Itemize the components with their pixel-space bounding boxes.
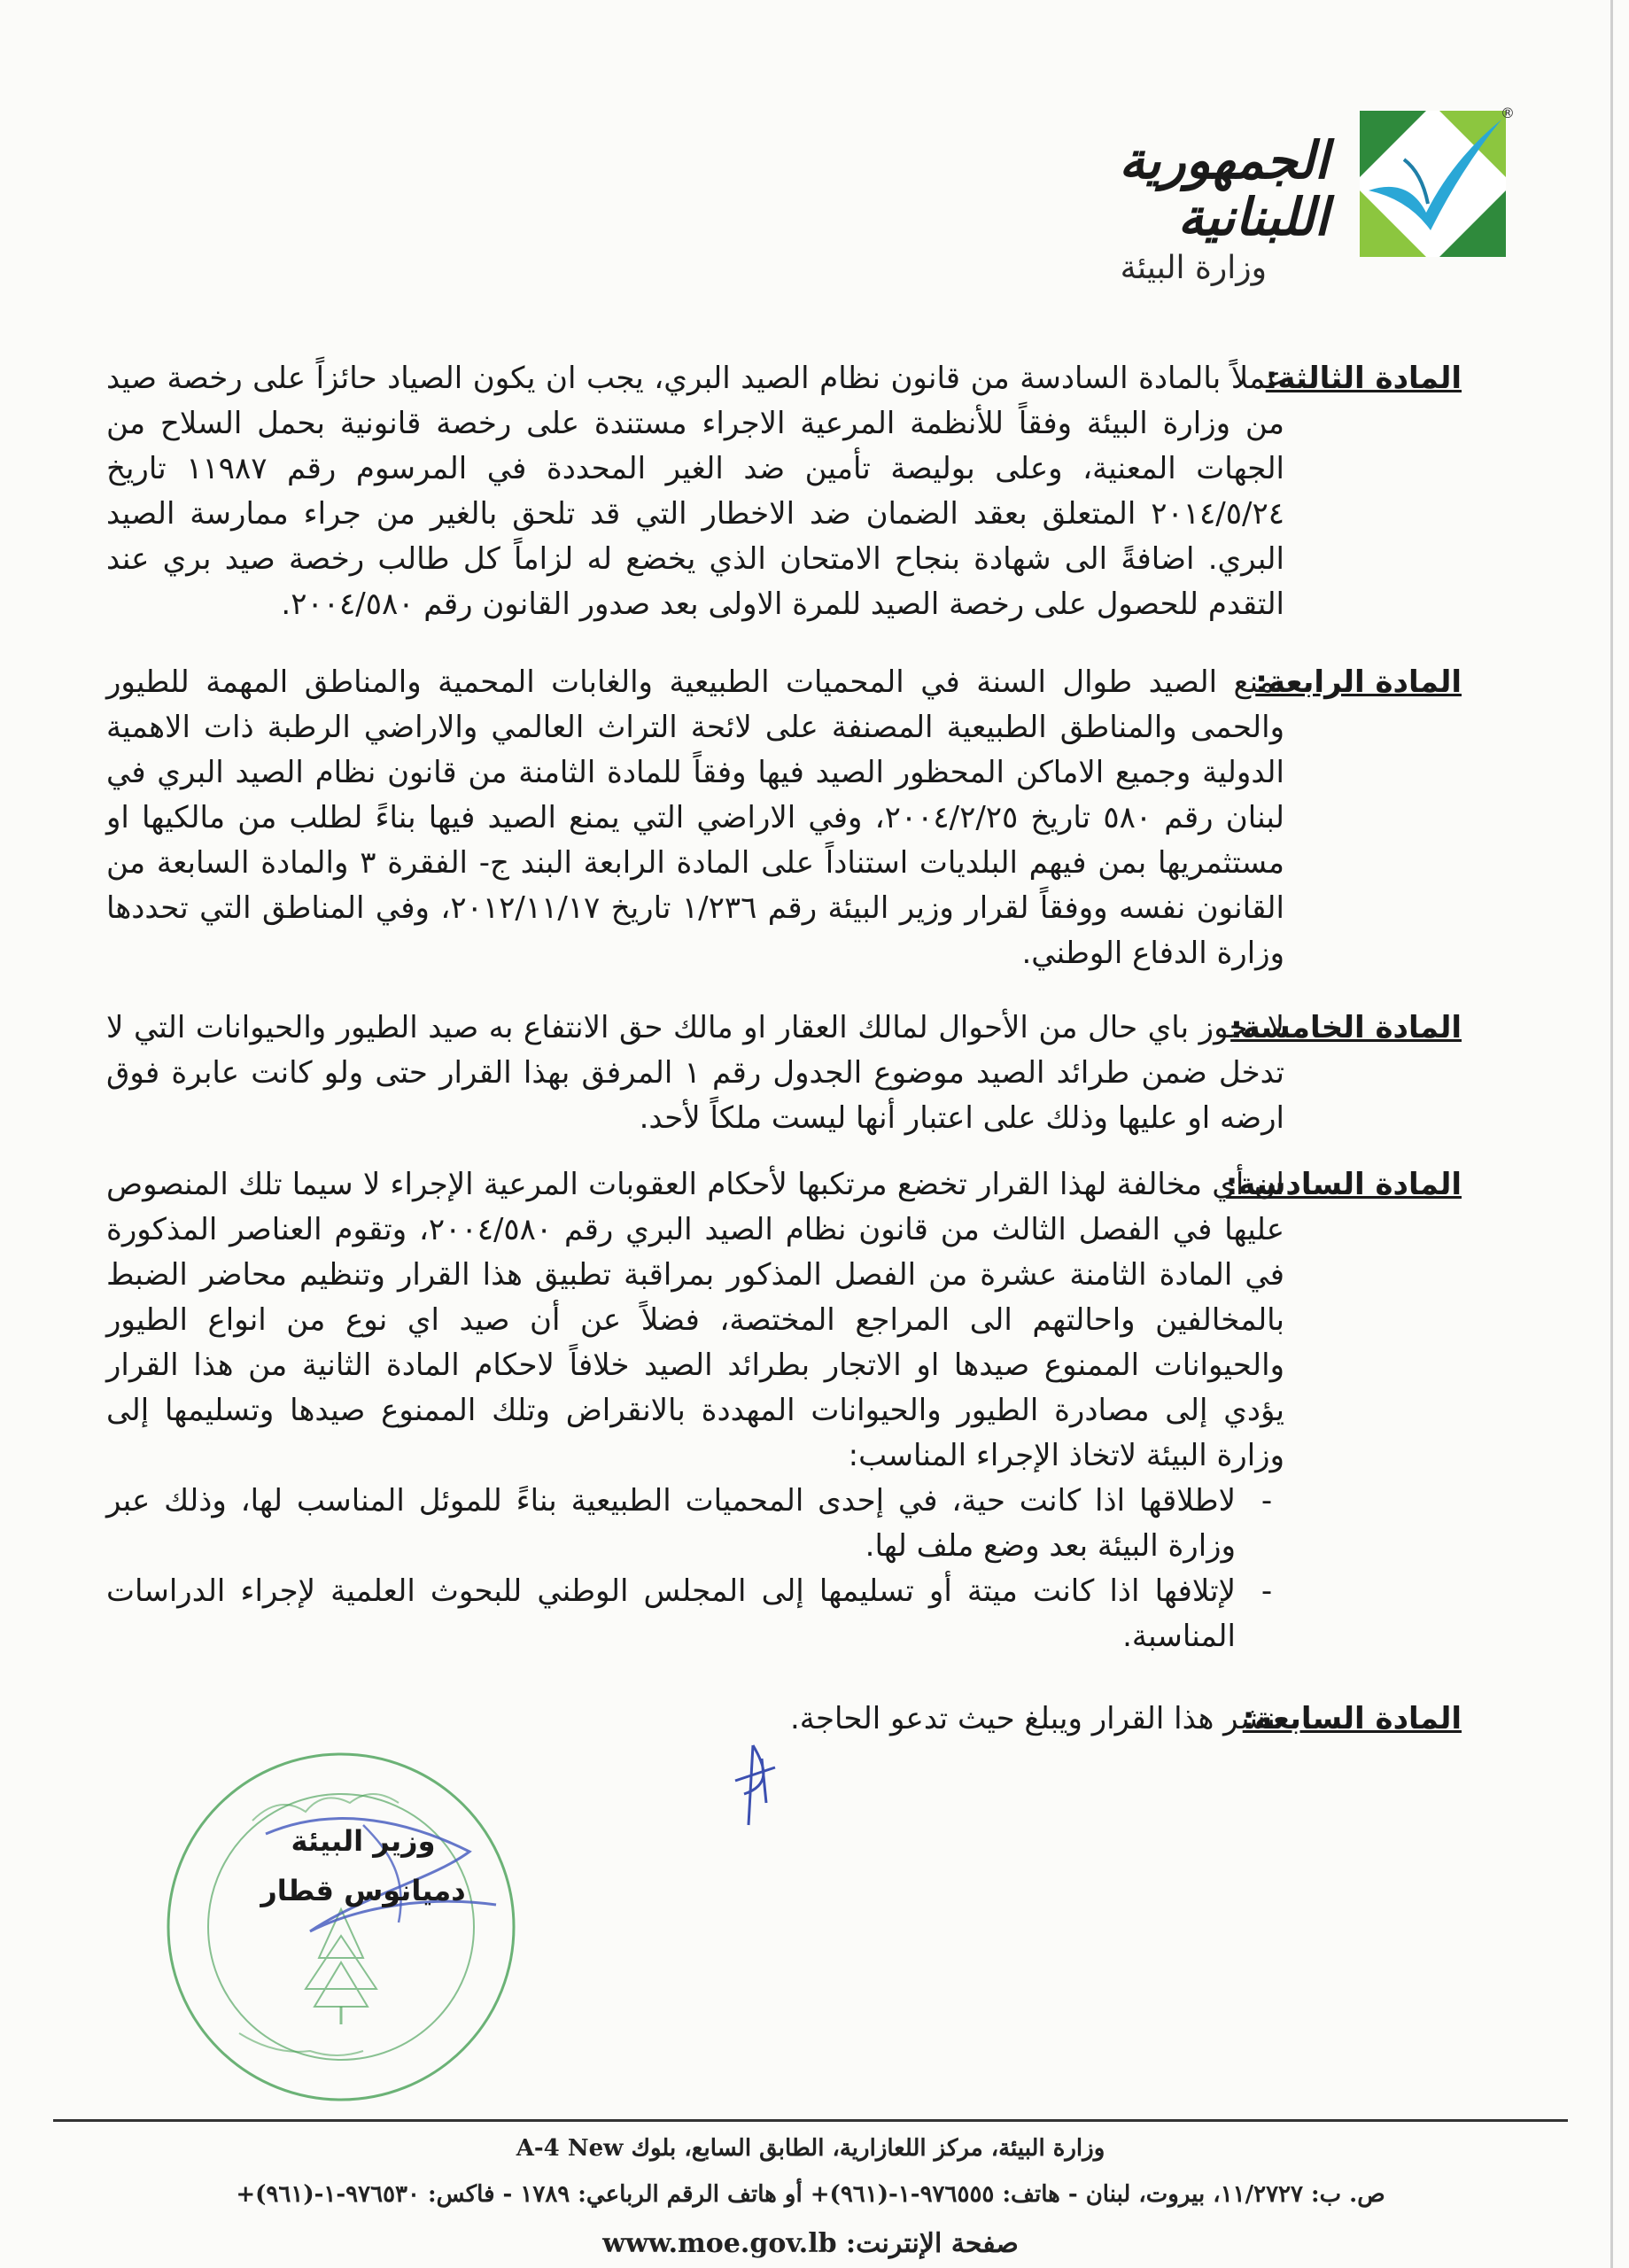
article-6-text: ان أي مخالفة لهذا القرار تخضع مرتكبها لأحكام العقوبات المرعية الإجراء لا سيما تلك المنصوص عليها في الفصل الثالث من قانون نظام الصيد البري رقم ٢٠٠٤/٥٨٠، وتقوم العناصر المذكورة في المادة الثامنة عشرة من الفصل المذكور بمراقبة تطبيق هذا القرار وتنظيم محاضر الضبط بالمخالفين واحالتهم الى المراجع المختصة، فضلاً عن أن صيد اي نوع من انواع الطيور والحيوانات الممنوع صيدها او الاتجار بطرائد الصيد خلافاً لاحكام المادة الثانية من هذا القرار يؤدي إلى مصادرة الطيور والحيوانات المهددة بالانقراض وتلك الممنوع صيدها وتسليمها إلى وزارة البيئة لاتخاذ الإجراء المناسب: (106, 1167, 1284, 1473)
initials-signature-icon (726, 1741, 780, 1838)
article-3 (106, 356, 1462, 627)
article-5 (106, 1006, 1462, 1141)
article-4-label: المادة الرابعة: (1255, 664, 1462, 700)
list-item (106, 1479, 1284, 1569)
article-5-text: لا يجوز باي حال من الأحوال لمالك العقار او مالك حق الانتفاع به صيد الطيور والحيوانات التي لا تدخل ضمن طرائد الصيد موضوع الجدول رقم ١ المرفق بهذا القرار حتى ولو كانت عابرة فوق ارضه او عليها وذلك على اعتبار أنها ليست ملكاً لأحد. (106, 1010, 1284, 1136)
bullet-text: لإتلافها اذا كانت ميتة أو تسليمها إلى المجلس الوطني للبحوث العلمية لإجراء الدراسات المناسبة. (106, 1573, 1236, 1654)
list-item (106, 1569, 1284, 1659)
footer-website-line (53, 2228, 1568, 2259)
article-6-bullets (106, 1479, 1284, 1659)
article-4-text: يمنع الصيد طوال السنة في المحميات الطبيعية والغابات المحمية والمناطق المهمة للطيور والحمى والمناطق الطبيعية المصنفة على لائحة التراث العالمي والاراضي الرطبة ذات الاهمية الدولية وجميع الاماكن المحظور الصيد فيها وفقاً للمادة الثامنة من قانون نظام الصيد البري في لبنان رقم ٥٨٠ تاريخ ٢٠٠٤/٢/٢٥، وفي الاراضي التي يمنع الصيد فيها بناءً لطلب من مالكيها او مستثمريها بمن فيهم البلديات استناداً على المادة الرابعة البند ج- الفقرة ٣ والمادة السابعة من القانون نفسه ووفقاً لقرار وزير البيئة رقم ١/٢٣٦ تاريخ ٢٠١٢/١١/١٧، وفي المناطق التي تحددها وزارة الدفاع الوطني. (106, 664, 1284, 971)
footer-divider (53, 2119, 1568, 2122)
article-3-label: المادة الثالثة: (1265, 361, 1462, 396)
footer-website-link[interactable]: www.moe.gov.lb (602, 2228, 837, 2259)
ministry-name: وزارة البيئة (1120, 249, 1267, 286)
footer-website-label: صفحة الإنترنت: (846, 2228, 1019, 2259)
bullet-text: لاطلاقها اذا كانت حية، في إحدى المحميات الطبيعية بناءً للموئل المناسب لها، وذلك عبر وزارة البيئة بعد وضع ملف لها. (106, 1483, 1236, 1564)
letterhead (992, 130, 1329, 286)
registered-mark: ® (1501, 105, 1515, 121)
article-4 (106, 660, 1462, 976)
article-6-label: المادة السادسة: (1225, 1167, 1462, 1202)
bullet-dash: - (1261, 1483, 1273, 1518)
article-3-text: عملاً بالمادة السادسة من قانون نظام الصيد البري، يجب ان يكون الصياد حائزاً على رخصة صيد من وزارة البيئة وفقاً للأنظمة المرعية الاجراء مستندة على رخصة قانونية بحمل السلاح من الجهات المعنية، وعلى بوليصة تأمين ضد الغير المحددة في المرسوم رقم ١١٩٨٧ تاريخ ٢٠١٤/٥/٢٤ المتعلق بعقد الضمان ضد الاخطار التي قد تلحق بالغير من جراء ممارسة الصيد البري. اضافةً الى شهادة بنجاح الامتحان الذي يخضع له لزاماً كل طالب رخصة صيد بري عند التقدم للحصول على رخصة الصيد للمرة الاولى بعد صدور القانون رقم ٢٠٠٤/٥٨٠. (106, 361, 1285, 622)
article-7-text: ينشر هذا القرار ويبلغ حيث تدعو الحاجة. (790, 1701, 1284, 1736)
republic-title: الجمهورية اللبنانية (1119, 130, 1329, 247)
article-5-label: المادة الخامسة: (1230, 1010, 1462, 1045)
footer-contact: ص. ب: ١١/٢٧٢٧، بيروت، لبنان - هاتف: ٩٧٦٥٥٥-١-(٩٦١)+ أو هاتف الرقم الرباعي: ١٧٨٩ - فاكس: ٩٧٦٥٣٠-١-(٩٦١)+ (236, 2181, 1385, 2208)
article-7-label: المادة السابعة: (1242, 1701, 1462, 1736)
footer-address: وزارة البيئة، مركز اللعازارية، الطابق السابع، بلوك A-4 New (516, 2135, 1105, 2162)
minister-title: وزير البيئة (291, 1824, 436, 1858)
article-6 (106, 1162, 1462, 1659)
bullet-dash: - (1261, 1573, 1273, 1609)
article-7 (106, 1697, 1462, 1742)
scan-edge (1610, 0, 1613, 2268)
ministry-logo-icon (1355, 106, 1510, 261)
minister-name: دميانوس قطار (260, 1874, 466, 1907)
minister-block (248, 1816, 478, 1915)
